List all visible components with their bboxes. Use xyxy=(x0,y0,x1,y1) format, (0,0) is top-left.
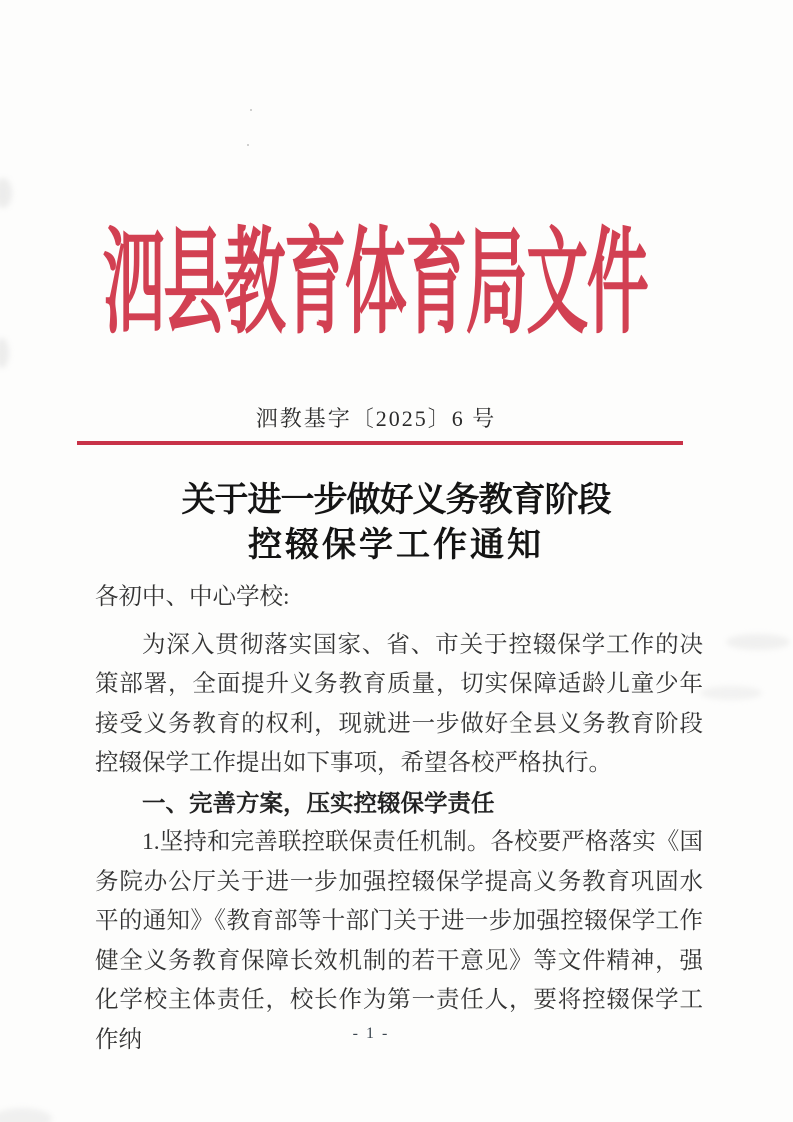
scan-smudge xyxy=(700,686,762,700)
body-paragraphs xyxy=(95,626,703,1061)
scan-smudge xyxy=(0,1108,52,1122)
document-title-line1: 关于进一步做好义务教育阶段 xyxy=(181,482,611,519)
salutation: 各初中、中心学校: xyxy=(95,584,290,610)
document-title-line2: 控辍保学工作通知 xyxy=(248,527,544,564)
scan-speck xyxy=(250,109,252,111)
page-number: - 1 - xyxy=(352,1025,390,1042)
scan-speck xyxy=(247,144,249,146)
document-title xyxy=(182,478,611,568)
agency-letterhead-title: 泗县教育体育局文件 xyxy=(102,222,648,348)
document-body xyxy=(95,578,703,1060)
scan-smudge xyxy=(0,338,9,368)
section-heading: 一、完善方案，压实控辍保学责任 xyxy=(142,789,495,816)
paragraph: 为深入贯彻落实国家、省、市关于控辍保学工作的决策部署，全面提升义务教育质量，切实保障适龄儿童少年接受义务教育的权利，现就进一步做好全县义务教育阶段控辍保学工作提出如下事项，希望各校严格执行。 xyxy=(95,631,703,776)
scan-smudge xyxy=(726,634,790,650)
paragraph: 1.坚持和完善联控联保责任机制。各校要严格落实《国务院办公厅关于进一步加强控辍保学提高义务教育巩固水平的通知》《教育部等十部门关于进一步加强控辍保学工作健全义务教育保障长效机制的若干意见》等文件精神，强化学校主体责任，校长作为第一责任人，要将控辍保学工作纳 xyxy=(95,829,703,1053)
scan-smudge xyxy=(0,178,12,208)
document-number: 泗教基字〔2025〕6 号 xyxy=(255,406,497,431)
red-divider-line xyxy=(77,441,683,445)
